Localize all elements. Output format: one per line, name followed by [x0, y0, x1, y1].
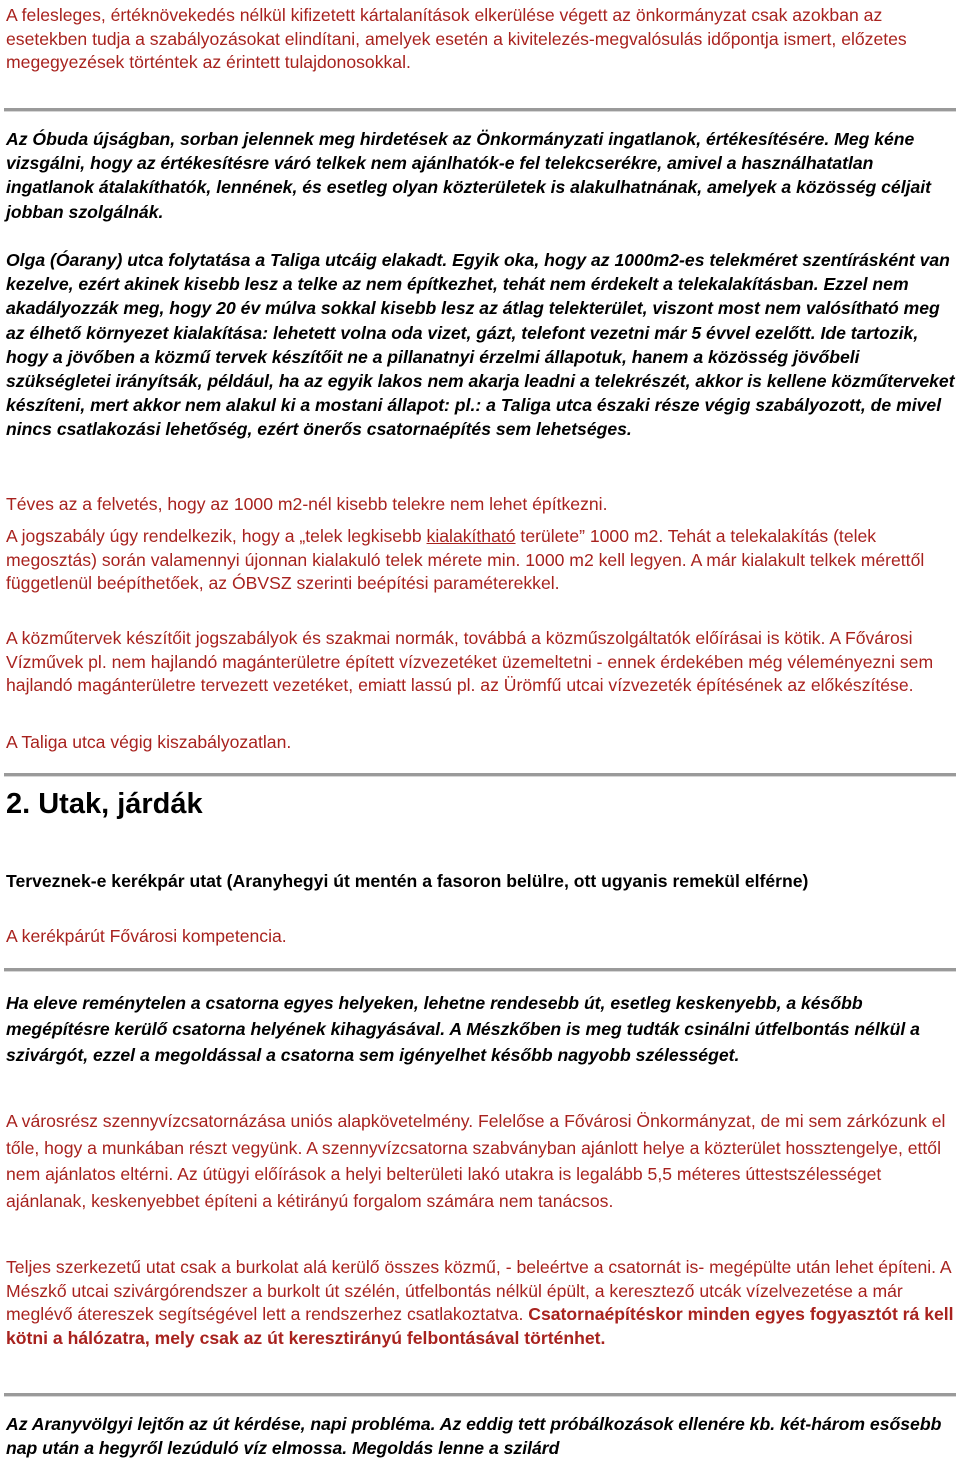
question-paragraph: Terveznek-e kerékpár utat (Aranyhegyi út mentén a fasoron belülre, ott ugyanis remekül elférne)	[6, 871, 809, 891]
answer-paragraph	[6, 1256, 956, 1350]
underlined-term: kialakítható	[426, 526, 516, 546]
answer-text: területe” 1000 m2. Tehát a telekalakítás (telek megosztás) során valamennyi újonnan kialakuló telek mérete min. 1000 m2 kell legyen. A már kialakult telkek mérettől függetlenül beépíthetőek, az ÓBVSZ szerinti beépítési paraméterekkel.	[6, 526, 925, 593]
answer-text: Teljes szerkezetű utat csak a burkolat alá kerülő összes közmű, - beleértve a csatornát is- megépülte után lehet építeni. A Mészkő utcai szivárgórendszer a burkolt út szélén, útfelbontás nélkül épült, a keresztező utcák vízelvezetése a már meglévő átereszek segítségével lett a rendszerhez csatlakoztatva.	[6, 1257, 951, 1324]
answer-paragraph	[6, 525, 956, 596]
answer-paragraph: A városrész szennyvízcsatornázása uniós alapkövetelmény. Felelőse a Fővárosi Önkormányzat, de mi sem zárkózunk el tőle, hogy a munkában részt vegyünk. A szennyvízcsatorna szabványban ajánlott helye a közterület hossztengelye, ettől nem ajánlatos eltérni. Az útügyi előírások a helyi belterületi lakó utakra is legalább 5,5 méteres úttestszélességet ajánlanak, keskenyebbet építeni a kétirányú forgalom számára nem tanácsos.	[6, 1111, 946, 1211]
answer-paragraph: A felesleges, értéknövekedés nélkül kifizetett kártalanítások elkerülése végett az önkormányzat csak azokban az esetekben tudja a szabályozásokat elindítani, amelyek esetén a kivitelezés-megvalósulás időpontja ismert, előzetes megegyezések történtek az érintett tulajdonosokkal.	[6, 5, 907, 72]
divider	[4, 1393, 956, 1397]
answer-paragraph: A kerékpárút Fővárosi kompetencia.	[6, 926, 287, 946]
divider	[4, 773, 956, 777]
question-paragraph: Olga (Óarany) utca folytatása a Taliga utcáig elakadt. Egyik oka, hogy az 1000m2-es telekméret szentírásként van kezelve, ezért akinek kisebb lesz a telke az nem építkezhet, tehát nem érdekelt a telekalakításban. Ezzel nem akadályozzák meg, hogy 20 év múlva sokkal kisebb lesz az átlag telekterület, viszont most nem valósítható meg az élhető környezet kialakítása: lehetett volna oda vizet, gázt, telefont vezetni már 5 évvel ezelőtt. Ide tartozik, hogy a jövőben a közmű tervek készítőit ne a pillanatnyi érzelmi állapotuk, hanem a közösség jövőbeli szükségletei irányítsák, például, ha az egyik lakos nem akarja leadni a telekrészét, akkor is kellene közműterveket készíteni, mert akkor nem alakul ki a mostani állapot: pl.: a Taliga utca északi része végig szabályozott, de mivel nincs csatlakozási lehetőség, ezért önerős csatornaépítés sem lehetséges.	[6, 250, 955, 440]
answer-paragraph: A Taliga utca végig kiszabályozatlan.	[6, 732, 292, 752]
divider	[4, 968, 956, 972]
answer-text: A jogszabály úgy rendelkezik, hogy a „telek legkisebb	[6, 526, 427, 546]
section-heading: 2. Utak, járdák	[6, 788, 203, 820]
answer-emphasis: Csatornaépítéskor minden egyes fogyasztót rá kell kötni a hálózatra, mely csak az út keresztirányú felbontásával történhet.	[6, 1304, 954, 1348]
divider	[4, 108, 956, 112]
question-paragraph: Az Aranyvölgyi lejtőn az út kérdése, napi probléma. Az eddig tett próbálkozások ellenére kb. két-három esősebb nap után a hegyről lezúduló víz elmossa. Megoldás lenne a szilárd	[6, 1414, 942, 1458]
answer-paragraph: Téves az a felvetés, hogy az 1000 m2-nél kisebb telekre nem lehet építkezni.	[6, 494, 608, 514]
question-paragraph: Ha eleve reménytelen a csatorna egyes helyeken, lehetne rendesebb út, esetleg keskenyebb, a később megépítésre kerülő csatorna helyének kihagyásával. A Mészkőben is meg tudták csinálni útfelbontás nélkül a szivárgót, ezzel a megoldással a csatorna sem igényelhet később nagyobb szélességet.	[6, 993, 920, 1065]
question-paragraph: Az Óbuda újságban, sorban jelennek meg hirdetések az Önkormányzati ingatlanok, értékesítésére. Meg kéne vizsgálni, hogy az értékesítésre váró telkek nem ajánlhatók-e fel telekcserékre, amivel a használhatatlan ingatlanok átalakíthatók, lennének, és esetleg olyan közterületek is alakulhatnának, amelyek a közösség céljait jobban szolgálnák.	[6, 129, 932, 222]
answer-paragraph: A közműtervek készítőit jogszabályok és szakmai normák, továbbá a közműszolgáltatók előírásai is kötik. A Fővárosi Vízművek pl. nem hajlandó magánterületre épített vízvezetéket üzemeltetni - ennek érdekében még véleményezni sem hajlandó magánterületre tervezett vezetéket, emiatt lassú pl. az Ürömfű utcai vízvezeték építésének az előkészítése.	[6, 628, 934, 695]
